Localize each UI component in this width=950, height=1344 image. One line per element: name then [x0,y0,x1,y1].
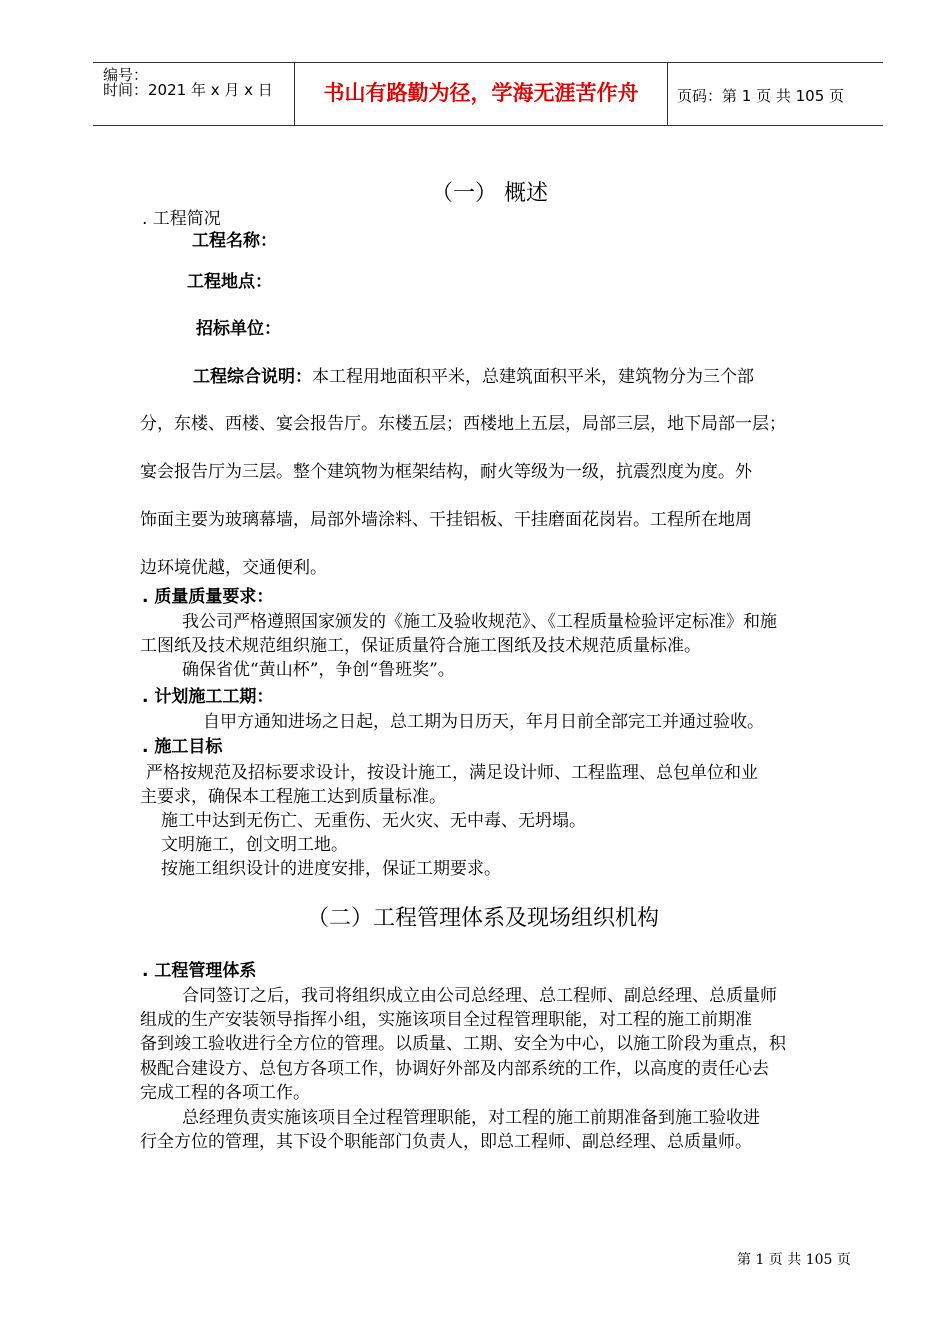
goals-heading: . 施工目标 [142,737,223,757]
management-line: 备到竣工验收进行全方位的管理。以质量、工期、安全为中心，以施工阶段为重点，积 [140,1034,786,1054]
management-system-heading: . 工程管理体系 [142,961,257,981]
quality-heading: . 质量质量要求： [142,587,274,607]
header-page-cell [667,63,883,125]
motto: 书山有路勤为径，学海无涯苦作舟 [323,81,639,105]
schedule-heading: . 计划施工工期： [142,687,274,707]
page-header [93,62,883,126]
serial-label: 编号： [103,66,149,84]
quality-line: 确保省优“黄山杯”，争创“鲁班奖”。 [182,660,455,680]
section1-title: （一） 概述 [431,181,548,206]
description-line: 本工程用地面积平米，总建筑面积平米，建筑物分为三个部 [312,367,754,387]
goals-line: 文明施工，创文明工地。 [161,835,348,855]
description-line: 饰面主要为玻璃幕墙，局部外墙涂料、干挂铝板、干挂磨面花岗岩。工程所在地周 [140,510,752,530]
description-line: 边环境优越，交通便利。 [140,558,327,578]
footer-page-info: 第 1 页 共 105 页 [737,1252,851,1268]
description-first-line [193,366,754,388]
header-meta-cell [93,63,294,125]
project-overview-heading: . 工程简况 [142,209,221,229]
project-name-label: 工程名称： [192,231,277,251]
management-line: 完成工程的各项工作。 [140,1083,310,1103]
quality-line: 工图纸及技术规范组织施工，保证质量符合施工图纸及技术规范质量标准。 [140,636,701,656]
description-line: 分，东楼、西楼、宴会报告厅。东楼五层；西楼地上五层，局部三层，地下局部一层； [140,414,786,434]
goals-line: 主要求，确保本工程施工达到质量标准。 [140,787,446,807]
goals-line: 严格按规范及招标要求设计，按设计施工，满足设计师、工程监理、总包单位和业 [146,763,758,783]
bidder-label: 招标单位： [196,319,281,339]
description-label: 工程综合说明： [193,367,312,387]
management-line: 行全方位的管理，其下设个职能部门负责人，即总工程师、副总经理、总质量师。 [140,1132,752,1152]
schedule-line: 自甲方通知进场之日起，总工期为日历天，年月日前全部完工并通过验收。 [203,712,764,732]
header-motto-cell [294,63,668,125]
management-line: 总经理负责实施该项目全过程管理职能，对工程的施工前期准备到施工验收进 [182,1108,760,1128]
description-line: 宴会报告厅为三层。整个建筑物为框架结构，耐火等级为一级，抗震烈度为度。外 [140,462,752,482]
quality-line: 我公司严格遵照国家颁发的《施工及验收规范》、《工程质量检验评定标准》和施 [182,612,777,632]
management-line: 极配合建设方、总包方各项工作，协调好外部及内部系统的工作，以高度的责任心去 [140,1059,769,1079]
management-line: 合同签订之后，我司将组织成立由公司总经理、总工程师、副总经理、总质量师 [182,986,777,1006]
date-label: 时间：2021 年 x 月 x 日 [103,81,273,99]
goals-line: 施工中达到无伤亡、无重伤、无火灾、无中毒、无坍塌。 [161,811,586,831]
section2-title: （二）工程管理体系及现场组织机构 [307,906,660,931]
goals-line: 按施工组织设计的进度安排，保证工期要求。 [161,859,501,879]
header-page-info: 页码：第 1 页 共 105 页 [677,87,845,105]
management-line: 组成的生产安装领导指挥小组，实施该项目全过程管理职能，对工程的施工前期准 [140,1010,752,1030]
project-location-label: 工程地点： [187,272,272,292]
